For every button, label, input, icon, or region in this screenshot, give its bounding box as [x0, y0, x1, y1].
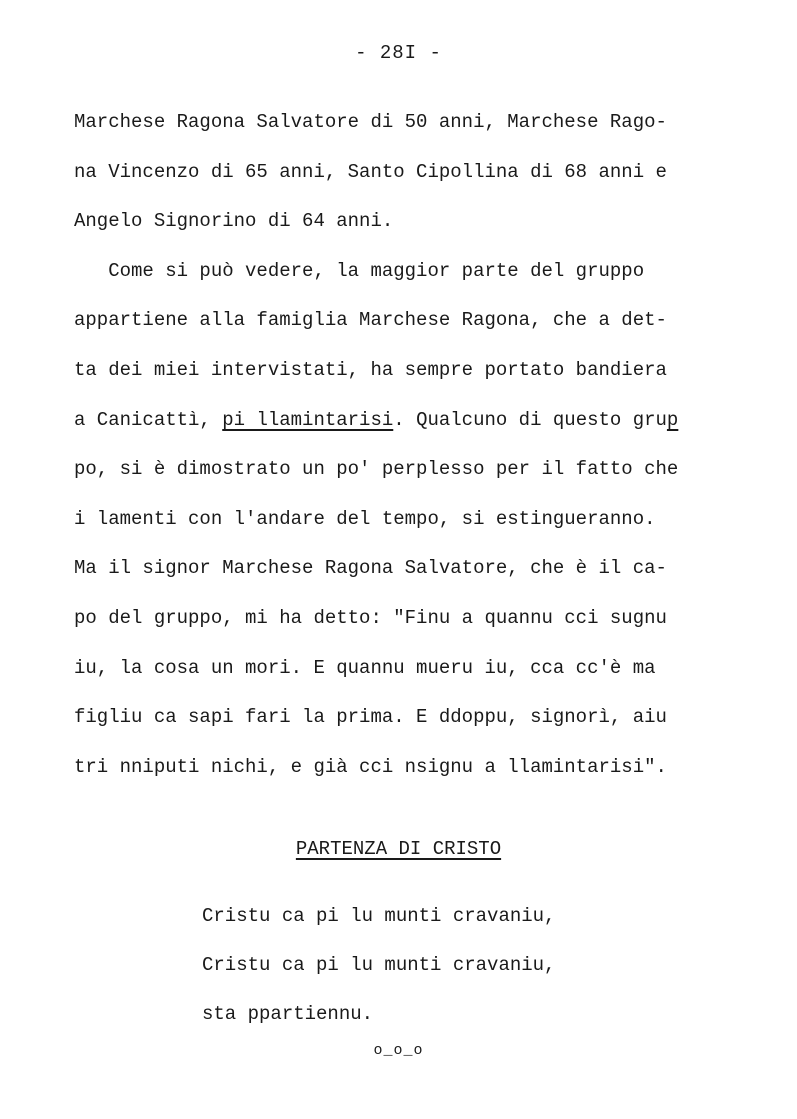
text-line: iu, la cosa un mori. E quannu mueru iu, cca cc'è ma [74, 656, 656, 679]
text-line: Come si può vedere, la maggior parte del gruppo [74, 259, 645, 282]
text-line: tri nniputi nichi, e già cci nsignu a llamintarisi". [74, 755, 667, 778]
line-segment: . Qualcuno di questo gru [393, 408, 667, 431]
verse-line: Cristu ca pi lu munti cravaniu, [202, 954, 556, 976]
verse-line: Cristu ca pi lu munti cravaniu, [202, 905, 556, 927]
underlined-letter: p [666, 408, 679, 431]
text-line: po, si è dimostrato un po' perplesso per il fatto che [74, 458, 679, 481]
text-line: Ma il signor Marchese Ragona Salvatore, che è il ca- [74, 557, 667, 580]
text-line: Marchese Ragona Salvatore di 50 anni, Marchese Rago- [74, 111, 667, 133]
line-segment: a Canicattì, [74, 408, 223, 431]
verse-block [202, 892, 555, 1039]
separator: o_o_o [373, 1042, 424, 1059]
section-title: PARTENZA DI CRISTO [295, 838, 502, 860]
text-line: Angelo Signorino di 64 anni. [74, 210, 394, 233]
text-line: appartiene alla famiglia Marchese Ragona, che a det- [74, 309, 667, 332]
underlined-phrase: pi llamintarisi [222, 408, 394, 431]
text-line: po del gruppo, mi ha detto: "Finu a quannu cci sugnu [74, 606, 667, 629]
text-line-with-underline [74, 396, 734, 446]
page-number: - 28I - [355, 42, 442, 64]
verse-line: sta ppartiennu. [202, 1003, 374, 1025]
text-line: i lamenti con l'andare del tempo, si estingueranno. [74, 507, 656, 530]
text-line: figliu ca sapi fari la prima. E ddoppu, signorì, aiu [74, 706, 667, 729]
body-text [74, 98, 734, 792]
text-line: ta dei miei intervistati, ha sempre portato bandiera [74, 358, 667, 381]
text-line: na Vincenzo di 65 anni, Santo Cipollina di 68 anni e [74, 160, 667, 183]
